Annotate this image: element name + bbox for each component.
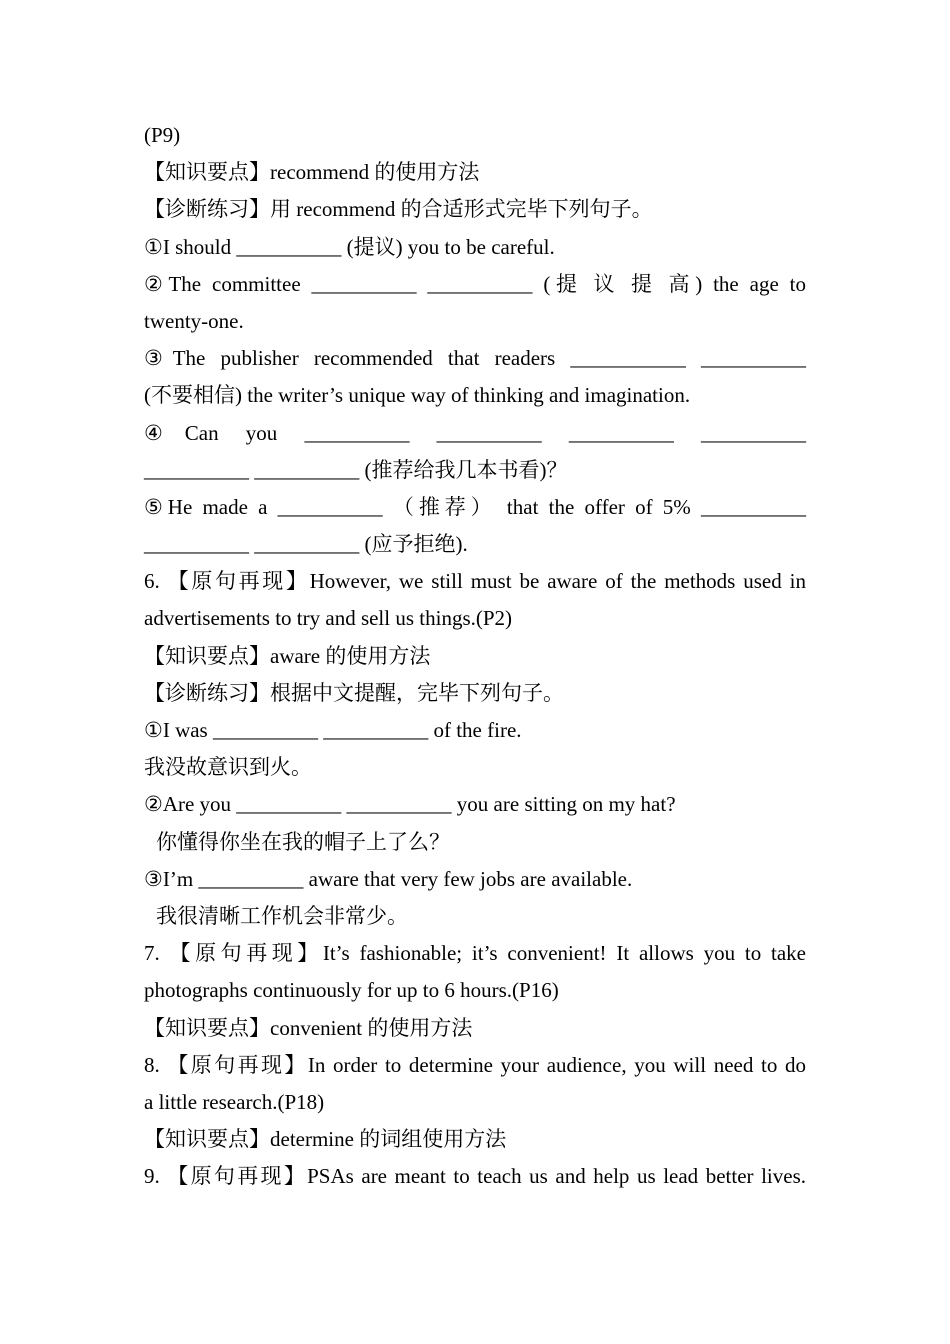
document-page bbox=[144, 117, 806, 1195]
text-line: ②The committee __________ __________ (提 议 提 高) the age to bbox=[144, 271, 806, 296]
text-line: 9. 【原句再现】PSAs are meant to teach us and help us lead better lives. bbox=[144, 1164, 806, 1189]
text-line: (P9) bbox=[144, 123, 181, 147]
text-line: ③I’m __________ aware that very few jobs are available. bbox=[144, 866, 633, 891]
text-line: ①I should __________ (提议) you to be careful. bbox=[144, 234, 555, 259]
text-line: 6. 【原句再现】However, we still must be aware of the methods used in bbox=[144, 569, 806, 594]
text-line: a little research.(P18) bbox=[144, 1089, 325, 1114]
text-line: 我没故意识到火。 bbox=[144, 755, 312, 780]
text-line: 8. 【原句再现】In order to determine your audience, you will need to do bbox=[144, 1052, 806, 1077]
text-line: 【诊断练习】用 recommend 的合适形式完毕下列句子。 bbox=[144, 197, 653, 222]
text-line: __________ __________ (应予拒绝). bbox=[144, 532, 468, 557]
text-line: twenty-one. bbox=[144, 308, 244, 333]
text-line: ①I was __________ __________ of the fire. bbox=[144, 718, 522, 742]
text-line: 【知识要点】determine 的词组使用方法 bbox=[144, 1127, 507, 1152]
text-line: 7. 【原句再现】It’s fashionable; it’s convenient! It allows you to take bbox=[144, 941, 806, 966]
text-line: 我很清晰工作机会非常少。 bbox=[156, 903, 408, 928]
text-line: 【知识要点】convenient 的使用方法 bbox=[144, 1015, 473, 1040]
text-line: ⑤He made a __________ （推荐） that the offer of 5% __________ bbox=[144, 494, 806, 519]
text-line: advertisements to try and sell us things.(P2) bbox=[144, 606, 513, 631]
text-line: 【诊断练习】根据中文提醒，完毕下列句子。 bbox=[144, 680, 564, 705]
text-line: (不要相信) the writer’s unique way of thinking and imagination. bbox=[144, 383, 691, 408]
text-line: ④Can you __________ __________ __________ __________ bbox=[144, 420, 806, 445]
text-line: ②Are you __________ __________ you are sitting on my hat? bbox=[144, 792, 676, 817]
text-line: __________ __________ (推荐给我几本书看)？ bbox=[144, 457, 568, 482]
text-line: 【知识要点】aware 的使用方法 bbox=[144, 643, 431, 668]
text-line: 【知识要点】recommend 的使用方法 bbox=[144, 160, 480, 185]
text-line: photographs continuously for up to 6 hours.(P16) bbox=[144, 978, 559, 1003]
text-line: 你懂得你坐在我的帽子上了么？ bbox=[156, 829, 450, 854]
text-line: ③The publisher recommended that readers ___________ __________ bbox=[144, 346, 806, 371]
